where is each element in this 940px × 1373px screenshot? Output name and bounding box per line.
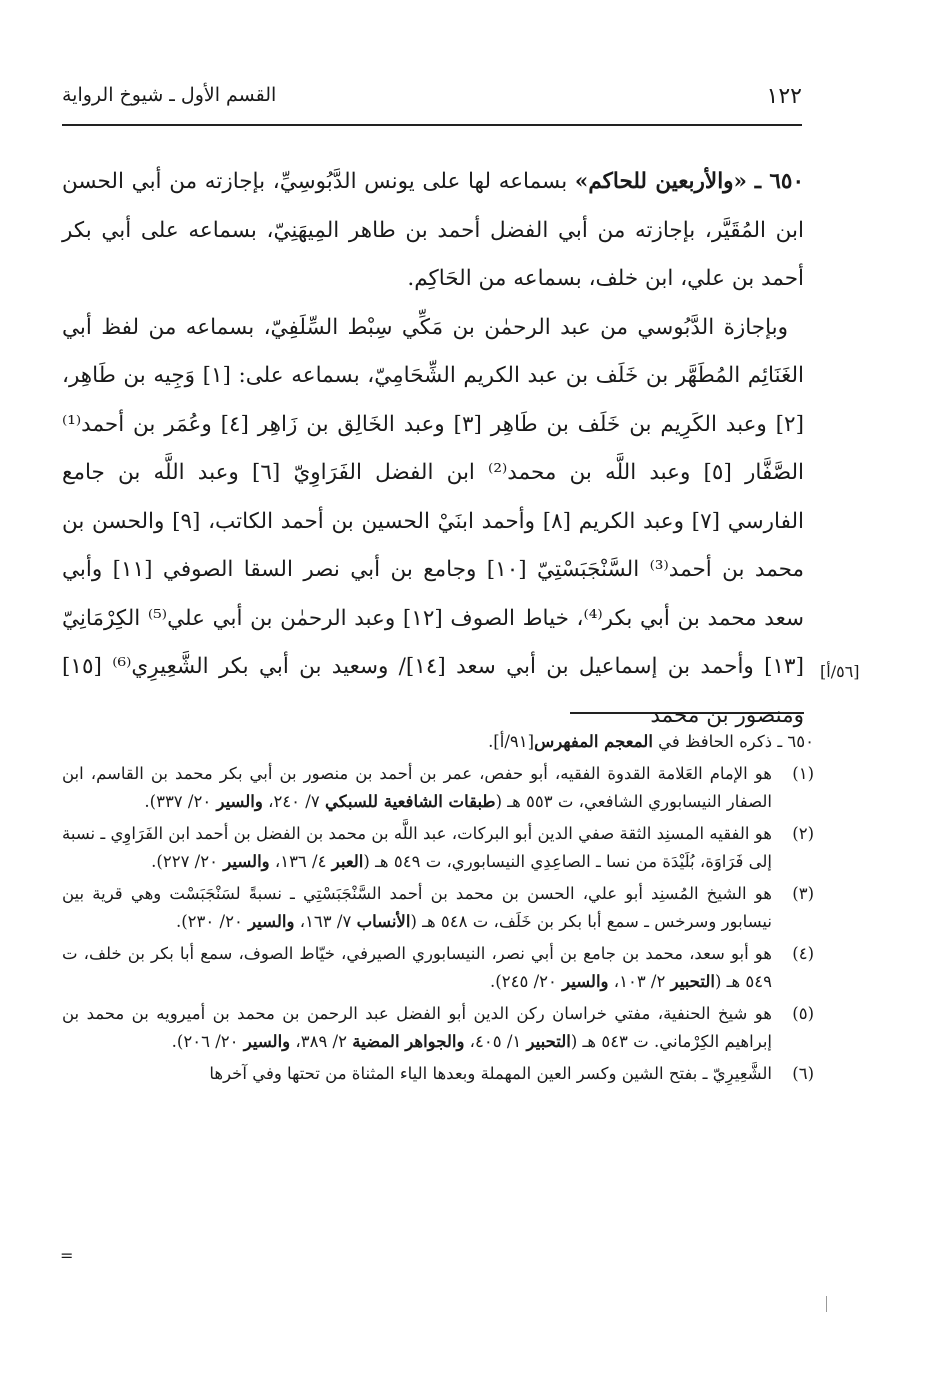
paragraph-1-text: بسماعه لها على يونس الدَّبُوسِيِّ، بإجازته من أبي الحسن ابن المُقَيَّر، بإجازته من أبي الفضل أحمد بن طاهر المِيهَنِيّ، بسماعه على أبي بكر أحمد بن علي، ابن خلف، بسماعه من الحَاكِم. [62, 169, 804, 291]
continuation-mark: = [60, 1246, 74, 1265]
footnote-mark: (١) [792, 763, 814, 783]
header-rule [62, 124, 802, 126]
footnote-separator [570, 712, 804, 714]
footnote-mark: (٢) [792, 823, 814, 843]
page-header [62, 84, 802, 116]
footnote-mark: (٦) [792, 1063, 814, 1083]
paragraph-2: وبإجازة الدَّبُوسي من عبد الرحمٰن بن مَكِّي سِبْط السِّلَفِيّ، بسماعه من لفظ أبي الغَنَائِم المُطَهَّر بن خَلَف بن عبد الكريم الشِّحَامِيّ، بسماعه على: [١] وَجِيه بن طَاهِر، [٢] وعبد الكَرِيم بن خَلَف بن طَاهِر [٣] وعبد الخَالِق بن زَاهِر [٤] وعُمَر بن أحمد⁽¹⁾ الصَّفَّار [٥] وعبد اللَّه بن محمد⁽²⁾ ابن الفضل الفَرَاوِيّ [٦] وعبد اللَّه بن جامع الفارسي [٧] وعبد الكريم [٨] وأحمد ابنَيْ الحسين بن أحمد الكاتب، [٩] والحسن بن محمد بن أحمد⁽³⁾ السَّنْجَبَسْتِيّ [١٠] وجامع بن أبي نصر السقا الصوفي [١١] وأبي سعد محمد بن أبي بكر⁽⁴⁾، خياط الصوف [١٢] وعبد الرحمٰن بن أبي علي⁽⁵⁾ الكِرْمَانِيّ [١٣] وأحمد بن إسماعيل بن أبي سعد [١٤]/ وسعيد بن أبي بكر الشَّعِيرِي⁽⁶⁾ [١٥] ومنصور بن محمد [62, 314, 805, 728]
footnote-text: ٤/ ١٣٦، [269, 852, 332, 871]
footnote-source [62, 728, 814, 757]
footnote-mark: (٤) [792, 943, 814, 963]
footnote-text: الشَّعِيرِيّ ـ بفتح الشين وكسر العين المهملة وبعدها الياء المثناة من تحتها وفي آخرها [209, 1063, 772, 1083]
footnote-bold-ref: والسير [223, 852, 270, 871]
footnote-5 [62, 1000, 814, 1057]
entry-number: ٦٥٠ ـ [754, 169, 804, 194]
footnote-bold-ref: الأنساب [356, 912, 411, 931]
footnote-text: هو الفقيه المسنِد الثقة صفي الدين أبو البركات، عبد اللَّه بن محمد بن الفضل بن أحمد ابن الفَرَاوِي ـ نسبة إلى فَرَاوَة، بُلَيْدَة من نسا ـ الصاعِدِي النيسابوري، ت ٥٤٩ هـ ( [62, 823, 772, 871]
running-head: القسم الأول ـ شيوخ الرواية [62, 84, 277, 106]
footnote-1 [62, 760, 814, 817]
footnote-bold-ref: والسير [562, 972, 609, 991]
footnotes [62, 728, 814, 1091]
scan-edge-mark [826, 1296, 827, 1312]
footnote-text: ٧/ ٢٤٠، [262, 792, 325, 811]
footnote-bold-ref: والجواهر المضية [352, 1032, 465, 1051]
footnote-text: ٦٥٠ ـ ذكره الحافظ في [652, 732, 814, 751]
footnote-6 [62, 1060, 814, 1089]
footnote-bold-ref: والسير [243, 1032, 291, 1051]
entry-650-paragraph [62, 158, 804, 304]
footnote-text: ٢٠/ ٣٣٧). [144, 792, 217, 811]
footnote-text: هو الإمام العَلامة القدوة الفقيه، أبو حفص، عمر بن أحمد بن منصور بن أبي بكر محمد بن القاسم، ابن الصفار النيسابوري الشافعي، ت ٥٥٣ هـ ( [62, 763, 772, 811]
footnote-text: ٧/ ١٦٣، [294, 912, 357, 931]
footnote-text: ٢٠/ ٢٤٥). [490, 972, 563, 991]
footnote-text: ٢٠/ ٢٢٧). [151, 852, 224, 871]
footnote-2 [62, 820, 814, 877]
footnote-bold-ref: التحبير [670, 972, 715, 991]
footnote-bold-ref: المعجم المفهرس [534, 732, 653, 751]
footnote-text: [٩١/أ]. [488, 732, 535, 751]
footnote-4 [62, 940, 814, 997]
footnote-text: ٢٠/ ٢٠٦). [171, 1032, 244, 1051]
footnote-bold-ref: والسير [216, 792, 263, 811]
footnote-mark: (٣) [792, 883, 814, 903]
footnote-text: ١/ ٤٠٥، [464, 1032, 527, 1051]
entry-title: «والأربعين للحاكم» [574, 169, 747, 194]
footnote-text: ٢/ ١٠٣، [608, 972, 671, 991]
main-text [62, 158, 804, 740]
footnote-3 [62, 880, 814, 937]
footnote-mark: (٥) [792, 1003, 814, 1023]
footnote-text: هو الشيخ المُسنِد أبو علي، الحسن بن محمد بن أحمد السَّنْجَبَسْتِي ـ نسبةً لسَنْجَبَسْت وهي قرية بين نيسابور وسرخس ـ سمع أبا بكر بن خَلَف، ت ٥٤٨ هـ ( [62, 883, 772, 931]
page-number: ١٢٢ [766, 84, 802, 109]
footnote-bold-ref: طبقات الشافعية للسبكي [324, 792, 496, 811]
footnote-bold-ref: والسير [248, 912, 295, 931]
footnote-text: ٢/ ٣٨٩، [290, 1032, 353, 1051]
footnote-text: ٢٠/ ٢٣٠). [175, 912, 249, 931]
footnote-bold-ref: العبر [331, 852, 364, 871]
margin-folio-note: [٥٦/أ] [820, 662, 860, 681]
footnote-text: هو أبو سعد، محمد بن جامع بن أبي نصر، النيسابوري الصيرفي، خيّاط الصوف، سمع أبا بكر بن خلف، ت ٥٤٩ هـ ( [62, 943, 772, 991]
footnote-bold-ref: التحبير [526, 1032, 571, 1051]
footnote-text: هو شيخ الحنفية، مفتي خراسان ركن الدين أبو الفضل عبد الرحمن بن محمد بن أميرويه بن محمد بن إبراهيم الكِرْماني. ت ٥٤٣ هـ ( [62, 1003, 772, 1051]
